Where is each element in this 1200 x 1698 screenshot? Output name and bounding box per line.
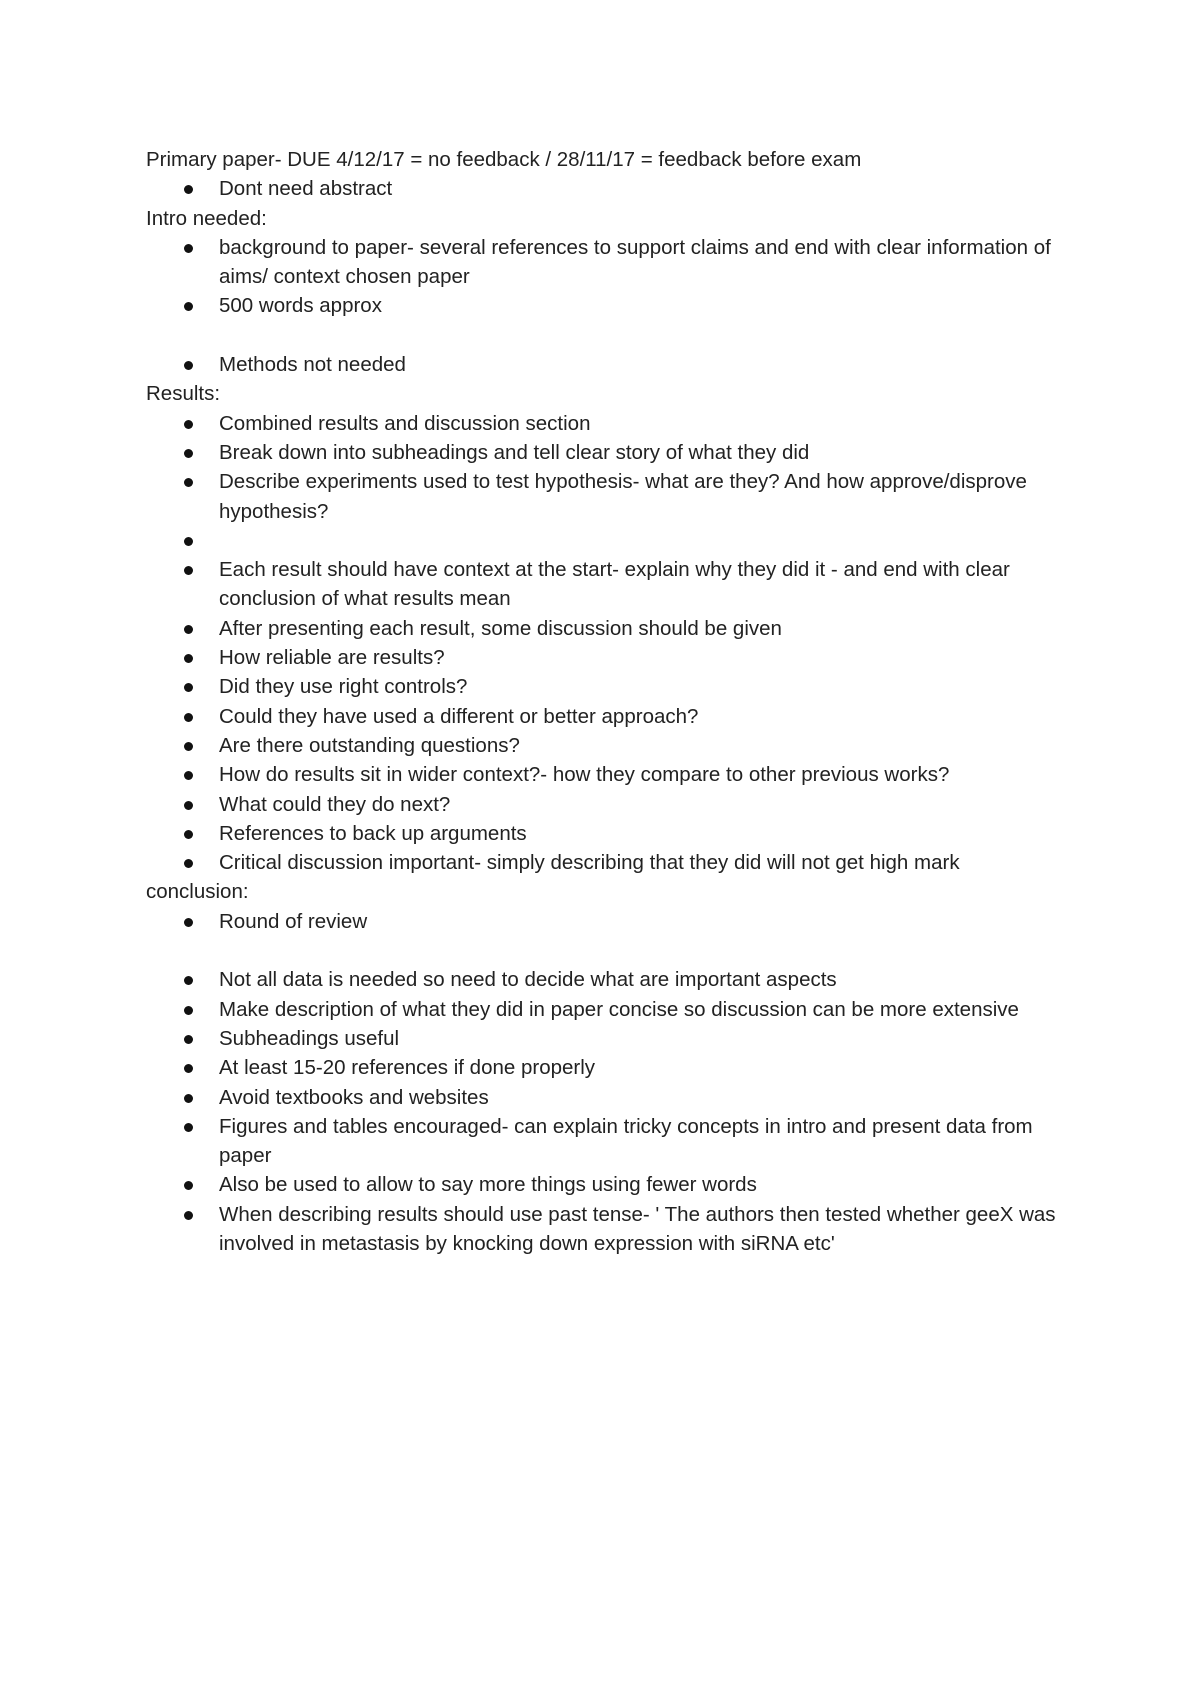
empty-bullet-item: [146, 526, 1066, 555]
bullet-item: Describe experiments used to test hypothesis- what are they? And how approve/disprove hypothesis?: [146, 467, 1066, 526]
results-bullet-list: [146, 409, 1066, 878]
title-line: Primary paper- DUE 4/12/17 = no feedback / 28/11/17 = feedback before exam: [146, 148, 862, 171]
bullet-item: Dont need abstract: [146, 174, 1066, 203]
bullet-item: 500 words approx: [146, 291, 1066, 320]
bullet-item: Figures and tables encouraged- can explain tricky concepts in intro and present data from paper: [146, 1112, 1066, 1171]
bullet-item: At least 15-20 references if done properly: [146, 1053, 1066, 1082]
blank-line: [146, 936, 1066, 965]
intro-bullet-list: [146, 233, 1066, 379]
intro-heading: Intro needed:: [146, 206, 267, 230]
bullet-item: Each result should have context at the start- explain why they did it - and end with clear conclusion of what results mean: [146, 555, 1066, 614]
bullet-item: Combined results and discussion section: [146, 409, 1066, 438]
conclusion-bullet-list: [146, 907, 1066, 1259]
bullet-item: Are there outstanding questions?: [146, 731, 1066, 760]
conclusion-heading: conclusion:: [146, 880, 249, 904]
bullet-item: References to back up arguments: [146, 819, 1066, 848]
bullet-item: Critical discussion important- simply describing that they did will not get high mark: [146, 848, 1066, 877]
bullet-item: background to paper- several references to support claims and end with clear information of aims/ context chosen paper: [146, 233, 1066, 292]
bullet-item: How do results sit in wider context?- how they compare to other previous works?: [146, 760, 1066, 789]
bullet-item: Also be used to allow to say more things using fewer words: [146, 1170, 1066, 1199]
bullet-item: Did they use right controls?: [146, 672, 1066, 701]
blank-line: [146, 321, 1066, 350]
bullet-item: Could they have used a different or better approach?: [146, 702, 1066, 731]
bullet-item: Subheadings useful: [146, 1024, 1066, 1053]
results-heading: Results:: [146, 382, 221, 406]
bullet-item: Avoid textbooks and websites: [146, 1083, 1066, 1112]
bullet-item: Methods not needed: [146, 350, 1066, 379]
bullet-item: When describing results should use past tense- ' The authors then tested whether geeX was involved in metastasis by knocking down expression with siRNA etc': [146, 1200, 1066, 1259]
bullet-item: What could they do next?: [146, 790, 1066, 819]
bullet-item: How reliable are results?: [146, 643, 1066, 672]
top-bullet-list: [146, 174, 1066, 203]
bullet-item: Not all data is needed so need to decide what are important aspects: [146, 965, 1066, 994]
bullet-item: Break down into subheadings and tell clear story of what they did: [146, 438, 1066, 467]
document-body: [146, 145, 1066, 1258]
bullet-item: After presenting each result, some discussion should be given: [146, 614, 1066, 643]
bullet-item: Round of review: [146, 907, 1066, 936]
bullet-item: Make description of what they did in paper concise so discussion can be more extensive: [146, 995, 1066, 1024]
